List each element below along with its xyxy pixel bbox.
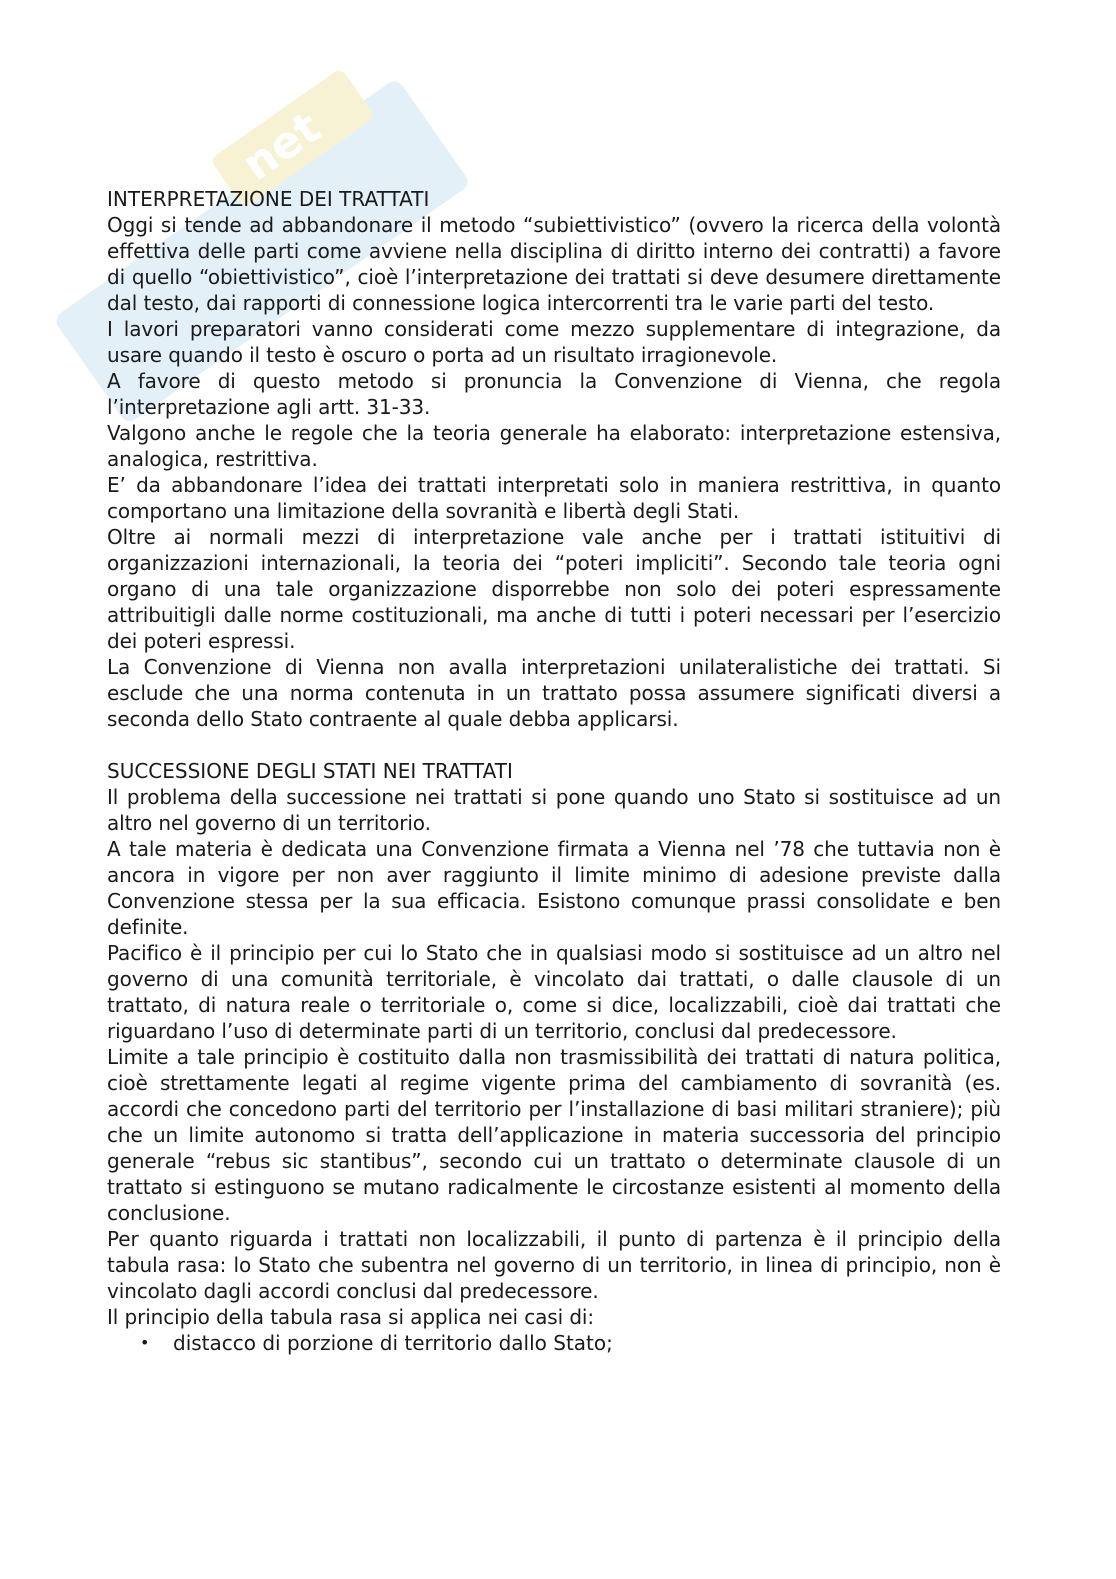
paragraph: Il principio della tabula rasa si applica nei casi di:	[107, 1305, 595, 1329]
bullet-list	[107, 1330, 1001, 1356]
paragraph: Limite a tale principio è costituito dalla non trasmissibilità dei trattati di natura politica, cioè strettamente legati al regime vigente prima del cambiamento di sovranità (es. accordi che concedono parti del territorio per l’installazione di basi militari straniere); più che un limite autonomo si tratta dell’applicazione in materia successoria del principio generale “rebus sic stantibus”, secondo cui un trattato o determinate clausole di un trattato si estinguono se mutano radicalmente le circostanze esistenti al momento della conclusione.	[107, 1045, 1001, 1225]
paragraph: E’ da abbandonare l’idea dei trattati interpretati solo in maniera restrittiva, in quanto comportano una limitazione della sovranità e libertà degli Stati.	[107, 473, 1001, 523]
paragraph: Pacifico è il principio per cui lo Stato che in qualsiasi modo si sostituisce ad un altro nel governo di una comunità territoriale, è vincolato dai trattati, o dalle clausole di un trattato, di natura reale o territoriale o, come si dice, localizzabili, cioè dai trattati che riguardano l’uso di determinate parti di un territorio, conclusi dal predecessore.	[107, 941, 1001, 1043]
list-item	[107, 1330, 1001, 1356]
document-body	[107, 186, 1001, 1356]
section-interpretazione	[107, 186, 1001, 732]
watermark-text: net	[233, 102, 330, 192]
paragraph: A favore di questo metodo si pronuncia la Convenzione di Vienna, che regola l’interpretazione agli artt. 31-33.	[107, 369, 1001, 419]
paragraph: Valgono anche le regole che la teoria generale ha elaborato: interpretazione estensiva, analogica, restrittiva.	[107, 421, 1001, 471]
paragraph: Per quanto riguarda i trattati non localizzabili, il punto di partenza è il principio della tabula rasa: lo Stato che subentra nel governo di un territorio, in linea di principio, non è vincolato dagli accordi conclusi dal predecessore.	[107, 1227, 1001, 1303]
paragraph: I lavori preparatori vanno considerati come mezzo supplementare di integrazione, da usare quando il testo è oscuro o porta ad un risultato irragionevole.	[107, 317, 1001, 367]
section-spacer	[107, 732, 1001, 758]
section-heading: SUCCESSIONE DEGLI STATI NEI TRATTATI	[107, 759, 513, 783]
paragraph: La Convenzione di Vienna non avalla interpretazioni unilateralistiche dei trattati. Si esclude che una norma contenuta in un trattato possa assumere significati diversi a seconda dello Stato contraente al quale debba applicarsi.	[107, 655, 1001, 731]
paragraph: Il problema della successione nei trattati si pone quando uno Stato si sostituisce ad un altro nel governo di un territorio.	[107, 785, 1001, 835]
paragraph: Oggi si tende ad abbandonare il metodo “subiettivistico” (ovvero la ricerca della volontà effettiva delle parti come avviene nella disciplina di diritto interno dei contratti) a favore di quello “obiettivistico”, cioè l’interpretazione dei trattati si deve desumere direttamente dal testo, dai rapporti di connessione logica intercorrenti tra le varie parti del testo.	[107, 213, 1001, 315]
list-item-text: distacco di porzione di territorio dallo Stato;	[173, 1331, 613, 1355]
paragraph: A tale materia è dedicata una Convenzione firmata a Vienna nel ’78 che tuttavia non è ancora in vigore per non aver raggiunto il limite minimo di adesione previste dalla Convenzione stessa per la sua efficacia. Esistono comunque prassi consolidate e ben definite.	[107, 837, 1001, 939]
section-heading: INTERPRETAZIONE DEI TRATTATI	[107, 187, 430, 211]
paragraph: Oltre ai normali mezzi di interpretazione vale anche per i trattati istituitivi di organizzazioni internazionali, la teoria dei “poteri impliciti”. Secondo tale teoria ogni organo di una tale organizzazione disporrebbe non solo dei poteri espressamente attribuitigli dalle norme costituzionali, ma anche di tutti i poteri necessari per l’esercizio dei poteri espressi.	[107, 525, 1001, 653]
bullet-icon: •	[140, 1333, 150, 1352]
section-successione	[107, 758, 1001, 1356]
